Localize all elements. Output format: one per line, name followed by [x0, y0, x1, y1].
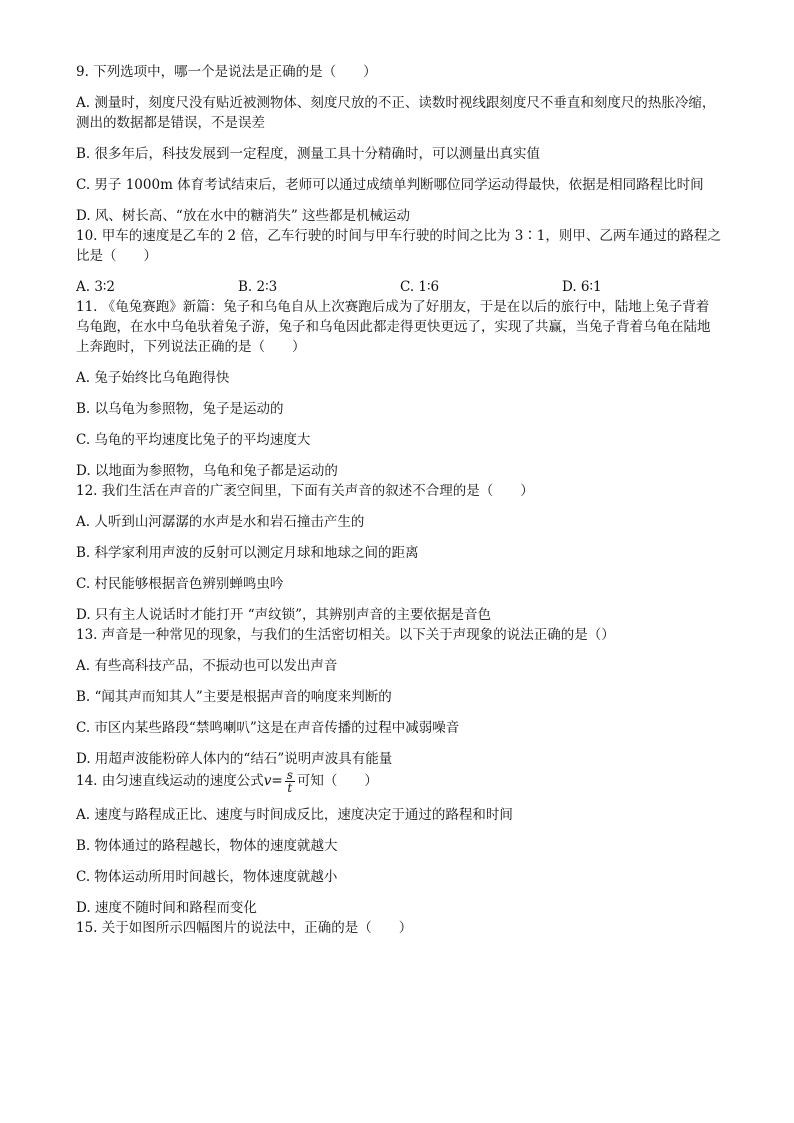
- option-a: A. 有些高科技产品，不振动也可以发出声音: [76, 658, 338, 674]
- options-row: [76, 277, 722, 297]
- option-d: D. 以地面为参照物，乌龟和兔子都是运动的: [76, 463, 338, 479]
- question-stem: 9. 下列选项中，哪一个是说法是正确的是（ ）: [76, 64, 377, 80]
- option-c: C. 市区内某些路段“禁鸣喇叭”这是在声音传播的过程中减弱噪音: [76, 720, 460, 736]
- question-13: [76, 625, 722, 769]
- question-11: [76, 297, 722, 481]
- option-b: B. 物体通过的路程越长，物体的速度就越大: [76, 838, 338, 854]
- option-b: B. “闻其声而知其人”主要是根据声音的响度来判断的: [76, 689, 392, 705]
- question-stem: [76, 769, 722, 794]
- option-c: C. 乌龟的平均速度比兔子的平均速度大: [76, 432, 311, 448]
- question-10: [76, 226, 722, 297]
- option-a: A. 兔子始终比乌龟跑得快: [76, 370, 230, 386]
- option-d: D. 6∶1: [562, 279, 602, 295]
- option-c: C. 1∶6: [400, 279, 440, 295]
- option-a: A. 速度与路程成正比、速度与时间成反比，速度决定于通过的路程和时间: [76, 807, 513, 823]
- option-c: C. 物体运动所用时间越长，物体速度就越小: [76, 869, 338, 885]
- formula-v: v: [263, 773, 272, 789]
- question-stem: 11. 《龟兔赛跑》新篇：兔子和乌龟自从上次赛跑后成为了好朋友，于是在以后的旅行中，陆地上兔子背着乌龟跑，在水中乌龟驮着兔子游，兔子和乌龟因此都走得更快更远了，实现了共赢，当兔子背着乌龟在陆地上奔跑时，下列说法正确的是（ ）: [76, 299, 711, 355]
- stem-suffix: 可知（ ）: [296, 773, 378, 789]
- option-b: B. 2∶3: [238, 279, 278, 295]
- option-c: C. 村民能够根据音色辨别蝉鸣虫吟: [76, 576, 284, 592]
- question-14: [76, 769, 722, 918]
- option-c: C. 男子 1000m 体育考试结束后，老师可以通过成绩单判断哪位同学运动得最快，依据是相同路程比时间: [76, 177, 704, 193]
- formula-equals: =: [271, 773, 283, 789]
- question-stem: 12. 我们生活在声音的广袤空间里，下面有关声音的叙述不合理的是（ ）: [76, 483, 534, 499]
- option-a: A. 3∶2: [76, 279, 116, 295]
- option-d: D. 只有主人说话时才能打开 “声纹锁”，其辨别声音的主要依据是音色: [76, 607, 492, 623]
- option-a: A. 人听到山河潺潺的水声是水和岩石撞击产生的: [76, 514, 365, 530]
- option-a: A. 测量时，刻度尺没有贴近被测物体、刻度尺放的不正、读数时视线跟刻度尺不垂直和刻度尺的热胀冷缩，测出的数据都是错误，不是误差: [76, 95, 716, 131]
- option-b: B. 很多年后，科技发展到一定程度，测量工具十分精确时，可以测量出真实值: [76, 146, 541, 162]
- question-9: [76, 62, 722, 226]
- question-stem: 13. 声音是一种常见的现象，与我们的生活密切相关。以下关于声现象的说法正确的是（）: [76, 627, 615, 643]
- option-d: D. 速度不随时间和路程而变化: [76, 900, 257, 916]
- question-stem: 10. 甲车的速度是乙车的 2 倍，乙车行驶的时间与甲车行驶的时间之比为 3∶1，则甲、乙两车通过的路程之比是（ ）: [76, 228, 721, 264]
- speed-formula-fraction: [285, 769, 295, 794]
- stem-prefix: 14. 由匀速直线运动的速度公式: [76, 773, 264, 789]
- option-b: B. 以乌龟为参照物，兔子是运动的: [76, 401, 284, 417]
- question-15: [76, 918, 722, 938]
- option-b: B. 科学家利用声波的反射可以测定月球和地球之间的距离: [76, 545, 419, 561]
- question-stem: 15. 关于如图所示四幅图片的说法中，正确的是（ ）: [76, 920, 413, 936]
- option-d: D. 风、树长高、“放在水中的糖消失” 这些都是机械运动: [76, 208, 411, 224]
- formula-denominator: t: [287, 781, 293, 795]
- formula-numerator: s: [286, 768, 293, 782]
- question-12: [76, 481, 722, 625]
- option-d: D. 用超声波能粉碎人体内的“结石”说明声波具有能量: [76, 751, 393, 767]
